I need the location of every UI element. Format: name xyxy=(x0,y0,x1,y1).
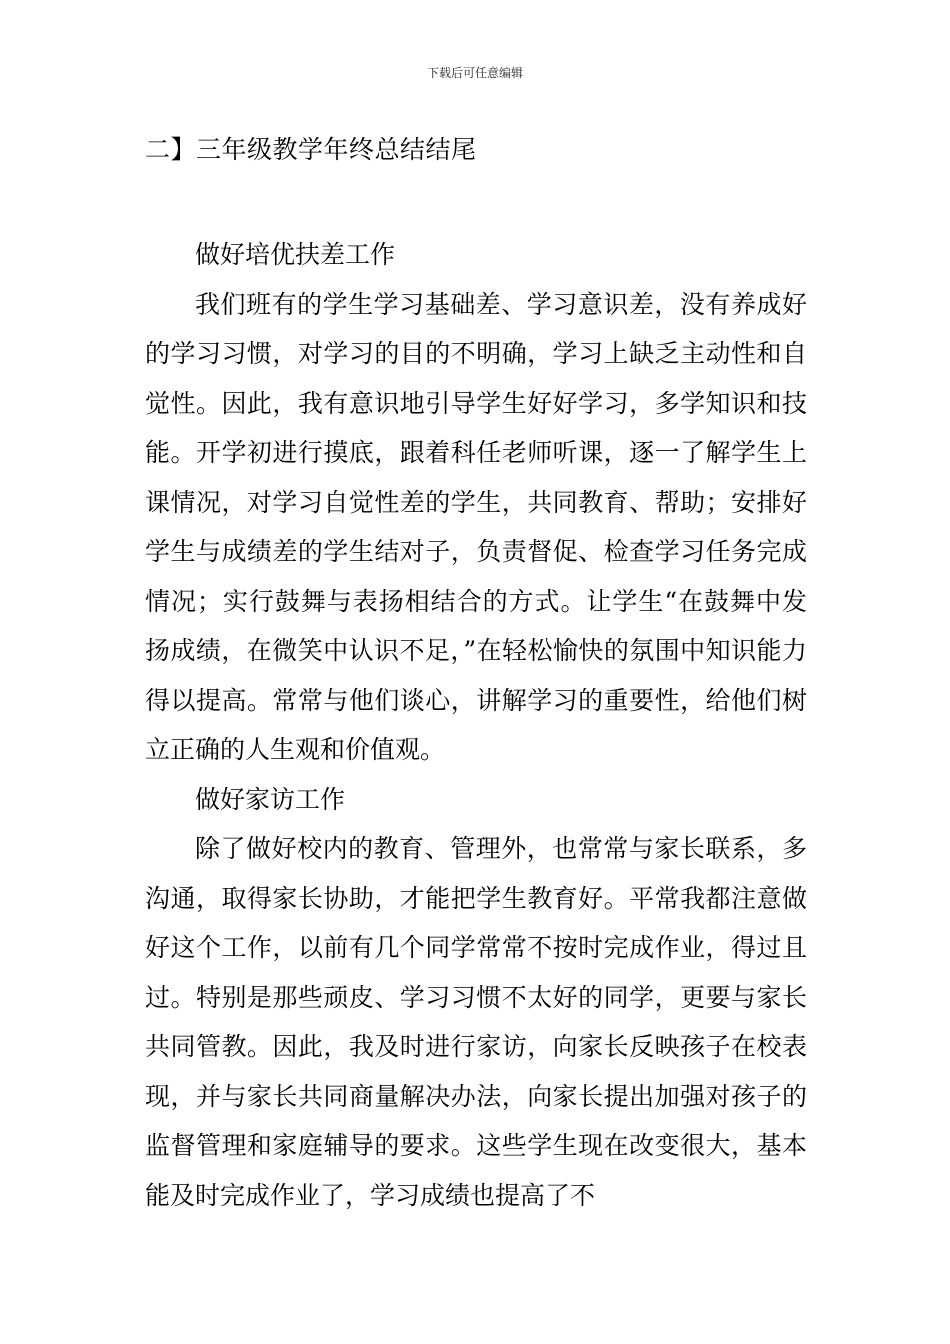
page-header: 下载后可任意编辑 xyxy=(426,66,523,80)
section-paragraph: 我们班有的学生学习基础差、学习意识差，没有养成好的学习习惯，对学习的目的不明确，学习上缺乏主动性和自觉性。因此，我有意识地引导学生好好学习，多学知识和技能。开学初进行摸底，跟着科任老师听课，逐一了解学生上课情况，对学习自觉性差的学生，共同教育、帮助；安排好学生与成绩差的学生结对子，负责督促、检查学习任务完成情况；实行鼓舞与表扬相结合的方式。让学生“在鼓舞中发扬成绩，在微笑中认识不足，”在轻松愉快的氛围中知识能力得以提高。常常与他们谈心，讲解学习的重要性，给他们树立正确的人生观和价值观。 xyxy=(145,289,807,764)
document-title: 二】三年级教学年终总结结尾 xyxy=(145,135,477,164)
document-body xyxy=(145,230,807,1220)
section-heading: 做好培优扶差工作 xyxy=(195,240,396,269)
section-heading: 做好家访工作 xyxy=(195,784,346,814)
section-paragraph: 除了做好校内的教育、管理外，也常常与家长联系，多沟通，取得家长协助，才能把学生教育好。平常我都注意做好这个工作，以前有几个同学常常不按时完成作业，得过且过。特别是那些顽皮、学习习惯不太好的同学，更要与家长共同管教。因此，我及时进行家访，向家长反映孩子在校表现，并与家长共同商量解决办法，向家长提出加强对孩子的监督管理和家庭辅导的要求。这些学生现在改变很大，基本能及时完成作业了，学习成绩也提高了不 xyxy=(145,834,807,1210)
